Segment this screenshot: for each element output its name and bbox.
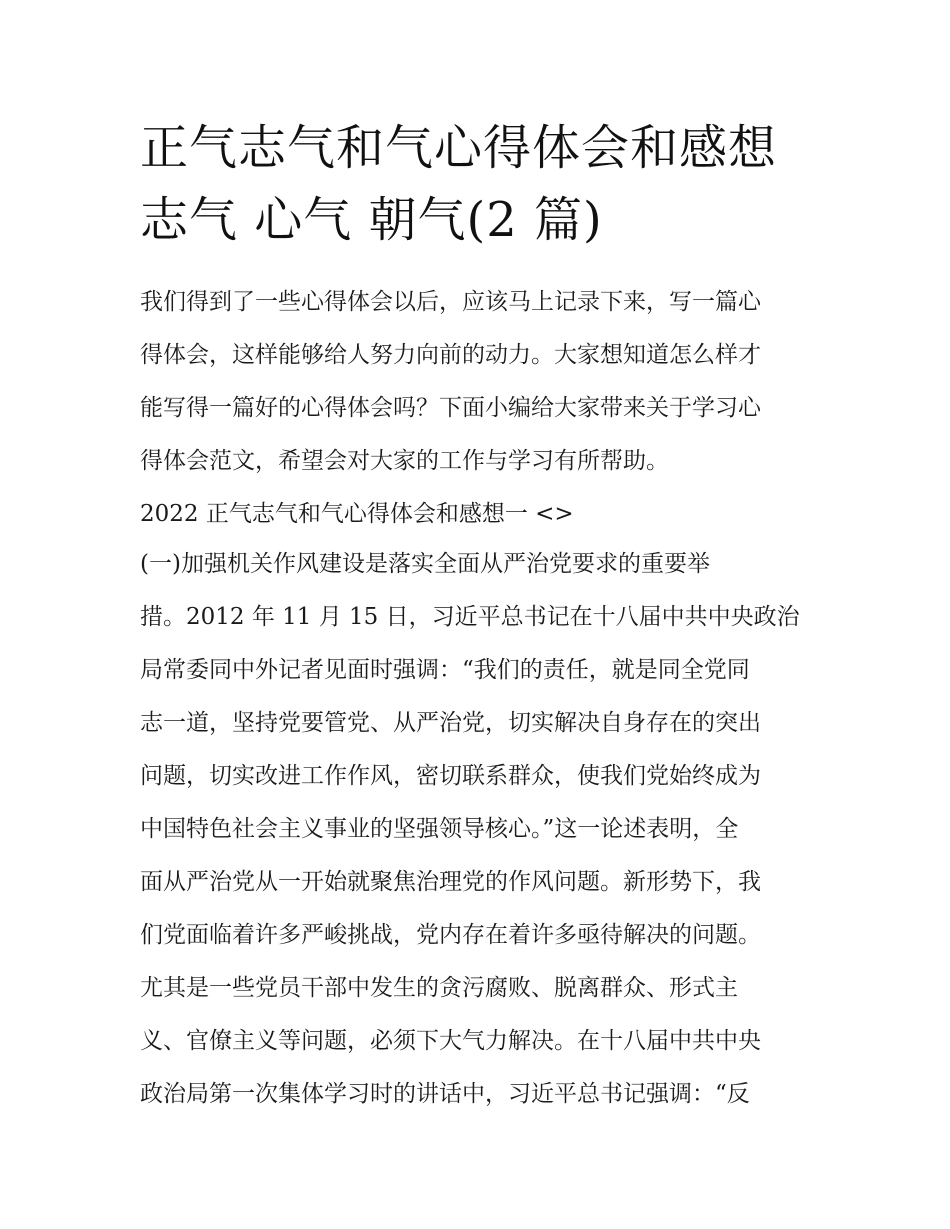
- body-line: 得体会范文，希望会对大家的工作与学习有所帮助。: [140, 448, 669, 474]
- body-line: 尤其是一些党员干部中发生的贪污腐败、脱离群众、形式主: [140, 975, 738, 1001]
- body-line: 政治局第一次集体学习时的讲话中，习近平总书记强调：“反: [140, 1081, 750, 1107]
- document-title: [140, 112, 840, 256]
- body-line: 义、官僚主义等问题，必须下大气力解决。在十八届中共中央: [140, 1028, 761, 1054]
- body-line: 志一道，坚持党要管党、从严治党，切实解决自身存在的突出: [140, 710, 761, 736]
- body-line: 中国特色社会主义事业的坚强领导核心。”这一论述表明，全: [140, 816, 739, 842]
- title-line-2: 志气 心气 朝气(2 篇): [140, 192, 603, 248]
- title-line-1: 正气志气和气心得体会和感想: [140, 120, 778, 176]
- document-body: [140, 280, 820, 1125]
- body-line: 问题，切实改进工作作风，密切联系群众，使我们党始终成为: [140, 763, 761, 789]
- body-line: 得体会，这样能够给人努力向前的动力。大家想知道怎么样才: [140, 342, 761, 368]
- body-line: 措。2012 年 11 月 15 日，习近平总书记在十八届中共中央政治: [140, 604, 800, 630]
- body-line: 面从严治党从一开始就聚焦治理党的作风问题。新形势下，我: [140, 869, 761, 895]
- section-heading: 2022 正气志气和气心得体会和感想一 <>: [140, 501, 574, 527]
- body-line: 局常委同中外记者见面时强调：“我们的责任，就是同全党同: [140, 657, 750, 683]
- body-line: 能写得一篇好的心得体会吗？下面小编给大家带来关于学习心: [140, 395, 761, 421]
- body-line: (一)加强机关作风建设是落实全面从严治党要求的重要举: [140, 551, 710, 577]
- body-line: 们党面临着许多严峻挑战，党内存在着许多亟待解决的问题。: [140, 922, 761, 948]
- body-line: 我们得到了一些心得体会以后，应该马上记录下来，写一篇心: [140, 289, 761, 315]
